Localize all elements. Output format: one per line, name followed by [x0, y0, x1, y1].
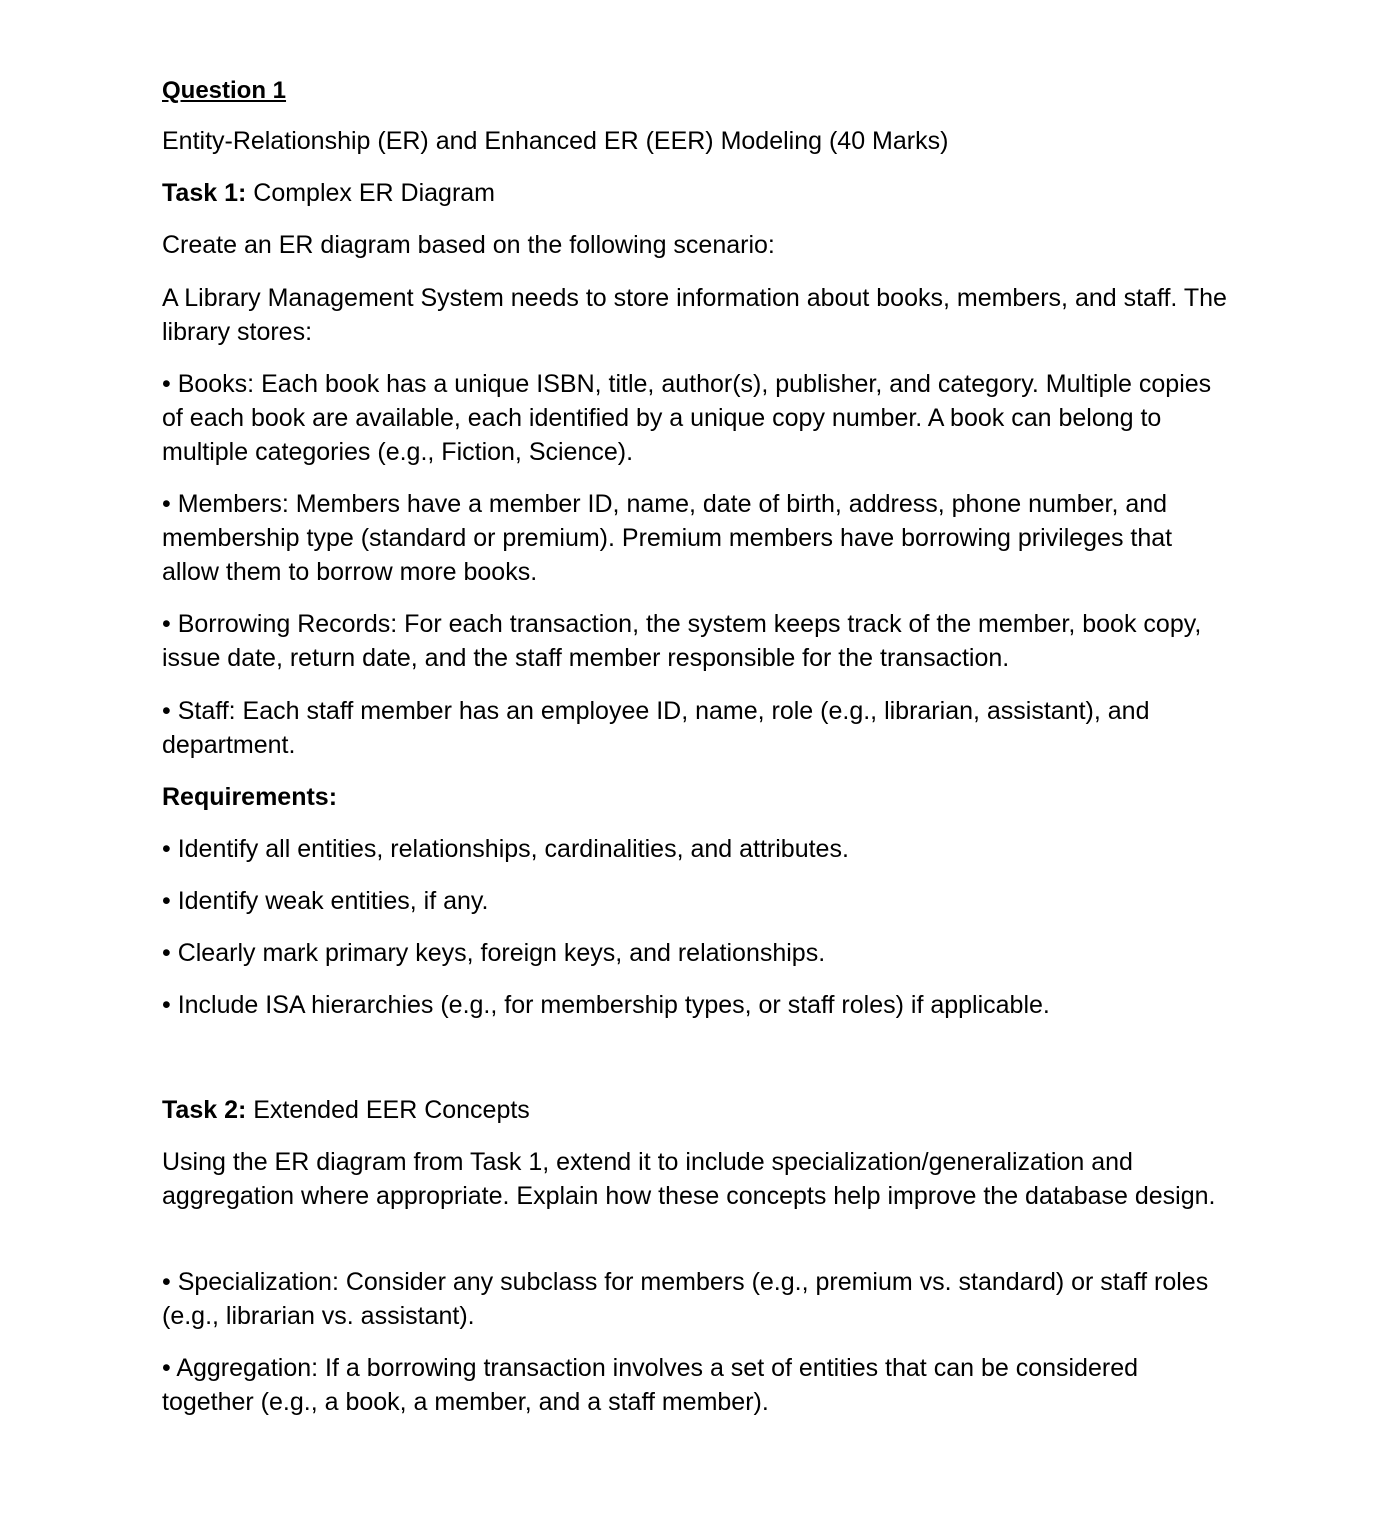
task1-title-text: Complex ER Diagram: [246, 179, 495, 207]
bullet-specialization: • Specialization: Consider any subclass for members (e.g., premium vs. standard) or staff roles (e.g., librarian vs. assistant).: [162, 1268, 1209, 1330]
task1-intro: Create an ER diagram based on the following scenario:: [162, 231, 775, 259]
bullet-staff: • Staff: Each staff member has an employee ID, name, role (e.g., librarian, assistant), and department.: [162, 697, 1150, 759]
task1-title: [162, 176, 495, 210]
task2-title-text: Extended EER Concepts: [246, 1096, 530, 1124]
requirement-item: • Include ISA hierarchies (e.g., for membership types, or staff roles) if applicable.: [162, 991, 1050, 1019]
question-heading: Question 1: [162, 77, 287, 104]
requirement-item: • Identify all entities, relationships, cardinalities, and attributes.: [162, 835, 849, 863]
bullet-aggregation: • Aggregation: If a borrowing transaction involves a set of entities that can be considered together (e.g., a book, a member, and a staff member).: [162, 1354, 1139, 1416]
task2-title: [162, 1093, 530, 1127]
requirement-item: • Identify weak entities, if any.: [162, 887, 489, 915]
task2-label: Task 2:: [162, 1096, 247, 1124]
bullet-books: • Books: Each book has a unique ISBN, title, author(s), publisher, and category. Multiple copies of each book are available, each identified by a unique copy number. A book can belong to multiple categories (e.g., Fiction, Science).: [162, 370, 1212, 466]
task1-label: Task 1:: [162, 179, 247, 207]
bullet-members: • Members: Members have a member ID, name, date of birth, address, phone number, and membership type (standard or premium). Premium members have borrowing privileges that allow them to borrow more books.: [162, 490, 1173, 586]
task2-intro: Using the ER diagram from Task 1, extend it to include specialization/generalization and aggregation where appropriate. Explain how these concepts help improve the database design.: [162, 1148, 1216, 1210]
requirement-item: • Clearly mark primary keys, foreign keys, and relationships.: [162, 939, 826, 967]
question-subtitle: Entity-Relationship (ER) and Enhanced ER (EER) Modeling (40 Marks): [162, 127, 949, 155]
bullet-borrowing-records: • Borrowing Records: For each transaction, the system keeps track of the member, book copy, issue date, return date, and the staff member responsible for the transaction.: [162, 610, 1202, 672]
task1-scenario: A Library Management System needs to store information about books, members, and staff. The library stores:: [162, 284, 1227, 346]
requirements-heading: Requirements:: [162, 783, 338, 811]
